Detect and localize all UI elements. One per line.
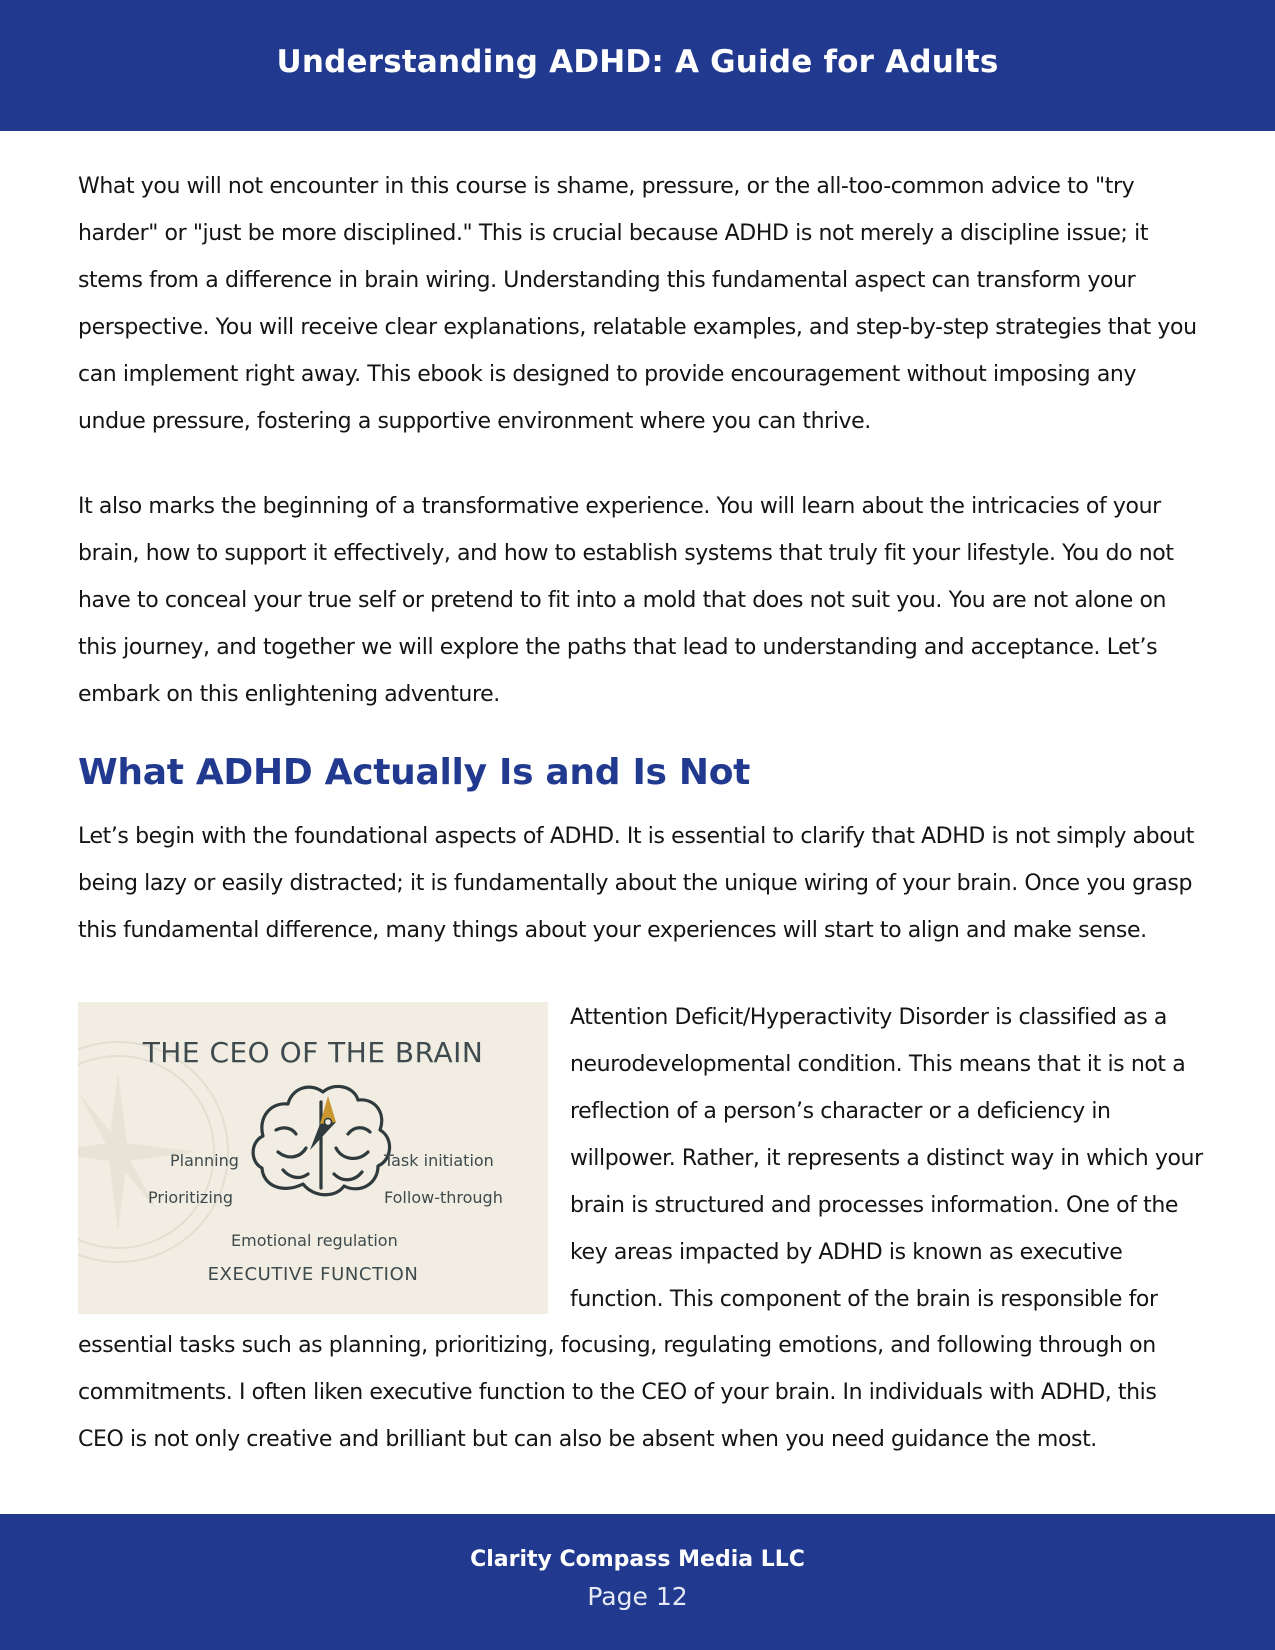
figure-subtitle: EXECUTIVE FUNCTION bbox=[207, 1264, 419, 1285]
figure-label-follow-through: Follow-through bbox=[384, 1188, 503, 1207]
intro-paragraph-1: What you will not encounter in this course is shame, pressure, or the all-too-common advice to "try harder" or "just be more disciplined." This is crucial because ADHD is not merely a discipline issue; it stems from a difference in brain wiring. Understanding this fundamental aspect can transform your perspective. You will receive clear explanations, relatable examples, and step-by-step strategies that you can implement right away. This ebook is designed to provide encouragement without imposing any undue pressure, fostering a supportive environment where you can thrive. bbox=[78, 174, 1197, 434]
section-heading: What ADHD Actually Is and Is Not bbox=[78, 752, 751, 793]
figure-label-prioritizing: Prioritizing bbox=[148, 1188, 234, 1207]
footer-company: Clarity Compass Media LLC bbox=[470, 1547, 805, 1572]
continued-paragraph: essential tasks such as planning, prioritizing, focusing, regulating emotions, and following through on commitments. I often liken executive function to the CEO of your brain. In individuals with ADHD, this CEO is not only creative and brilliant but can also be absent when you need guidance the most. bbox=[78, 1333, 1157, 1452]
page-number: Page 12 bbox=[587, 1582, 688, 1611]
figure-side-paragraph: Attention Deficit/Hyperactivity Disorder is classified as a neurodevelopmental condition. This means that it is not a reflection of a person’s character or a deficiency in willpower. Rather, it represents a distinct way in which your brain is structured and processes information. One of the key areas impacted by ADHD is known as executive function. This component of the brain is responsible for bbox=[570, 1005, 1203, 1312]
document-title: Understanding ADHD: A Guide for Adults bbox=[276, 44, 999, 80]
page-footer bbox=[0, 1514, 1275, 1650]
intro-paragraph-2: It also marks the beginning of a transformative experience. You will learn about the intricacies of your brain, how to support it effectively, and how to establish systems that truly fit your lifestyle. You do not have to conceal your true self or pretend to fit into a mold that does not suit you. You are not alone on this journey, and together we will explore the paths that lead to understanding and acceptance. Let’s embark on this enlightening adventure. bbox=[78, 494, 1174, 707]
page-header bbox=[0, 0, 1275, 131]
figure-label-task-initiation: Task initiation bbox=[384, 1151, 494, 1170]
figure-title: THE CEO OF THE BRAIN bbox=[142, 1036, 484, 1069]
section-paragraph: Let’s begin with the foundational aspects of ADHD. It is essential to clarify that ADHD is not simply about being lazy or easily distracted; it is fundamentally about the unique wiring of your brain. Once you grasp this fundamental difference, many things about your experiences will start to align and make sense. bbox=[78, 824, 1195, 943]
figure-label-planning: Planning bbox=[170, 1151, 239, 1170]
ceo-of-brain-figure bbox=[78, 1002, 548, 1314]
figure-label-emotional-regulation: Emotional regulation bbox=[231, 1231, 398, 1250]
